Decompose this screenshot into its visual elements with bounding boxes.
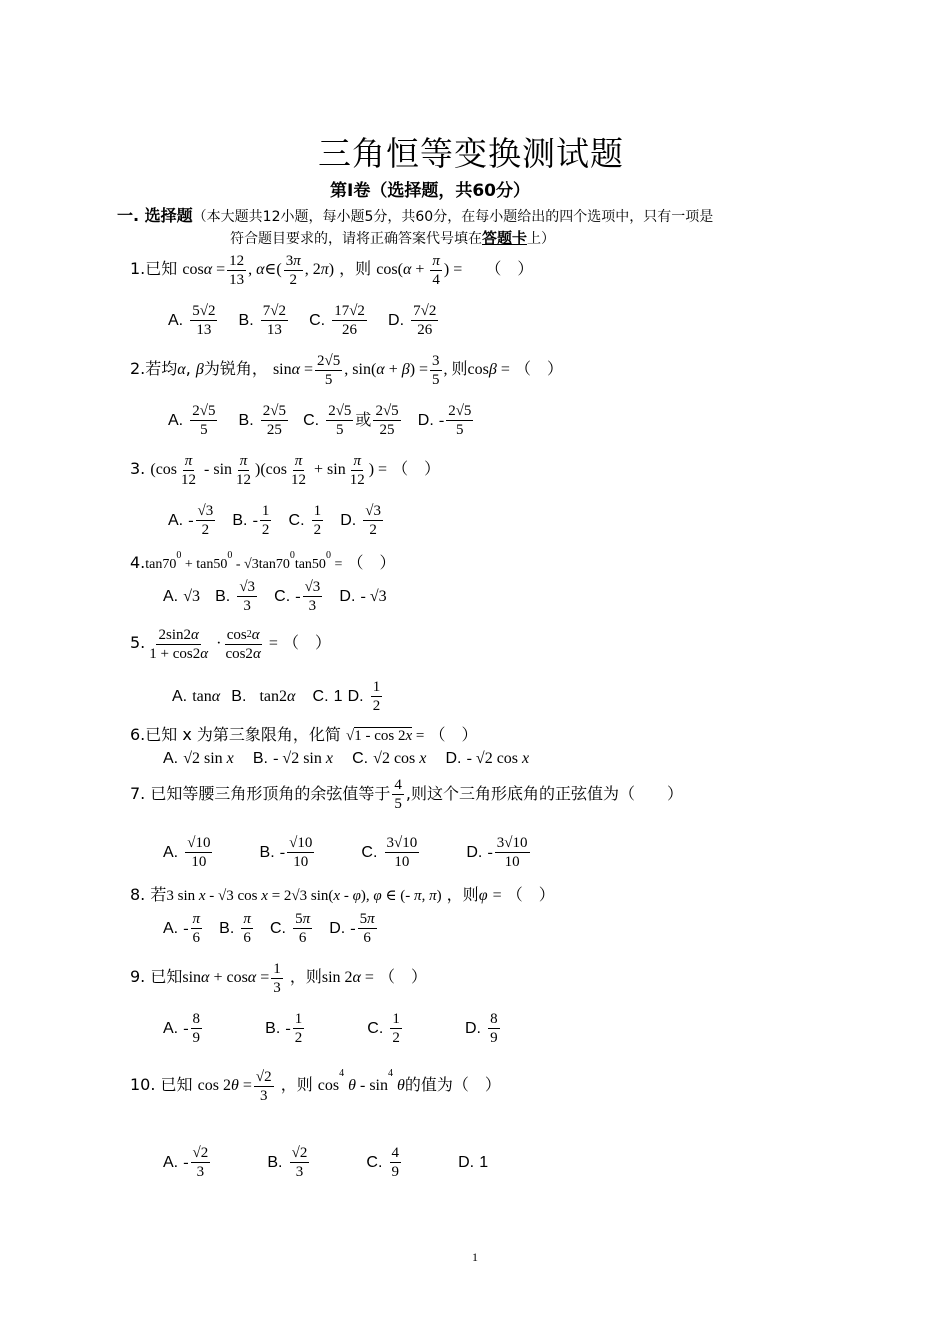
q2-mid: 为锐角，	[203, 359, 268, 379]
option-a-label: A.	[168, 512, 184, 529]
q1-options: A. $\frac{5√2}{13}$ B. $\frac{7√2}{13}$ C. $\frac{17√2}{26}$ D. $\frac{7√2}{26}$	[168, 303, 437, 338]
question-8: 8. 若3 sin x - √3 cos x = 2√3 sin(x - φ), φ ∈ (- π, π) ，则φ = （ ）	[130, 885, 555, 904]
option-a-label: A.	[163, 588, 179, 605]
option-a-label: A.	[163, 844, 179, 861]
option-c-label: C.	[288, 512, 305, 529]
q6-options: A. √2 sin x B. - √2 sin x C. √2 cos x D. - √2 cos x	[163, 750, 530, 767]
q5-option-c-value: 1	[333, 688, 343, 705]
q4-blank: （ ）	[347, 553, 396, 572]
q9-lead: 9. 已知	[130, 967, 183, 987]
option-d-label: D.	[347, 688, 364, 705]
q8-formula: 3 sin x - √3 cos x = 2√3 sin(x - φ), φ ∈ (- π, π)	[166, 888, 442, 904]
q5-formula: $\frac{2\sin 2\alpha}{1 + \cos 2\alpha}$ · $\frac{\cos^2\alpha}{\cos 2\alpha}$ =	[149, 627, 278, 662]
instructions-text: （本大题共12小题，每小题5分，共60分，在每小题给出的四个选项中，只有一项是	[192, 209, 714, 225]
option-d-label: D.	[340, 512, 357, 529]
q10-options: A. - $\frac{√2}{3}$ B. $\frac{√2}{3}$ C. $\frac{4}{9}$ D. 1	[163, 1145, 489, 1180]
q9-formula: sinα + cosα = $\frac{1}{3}$	[182, 961, 281, 996]
q6-lead: 6.已知 x 为第三象限角，化简	[130, 725, 341, 744]
question-5	[130, 626, 331, 663]
option-b-label: B.	[215, 588, 231, 605]
question-4	[130, 550, 395, 573]
option-b-label: B.	[252, 750, 268, 767]
option-d-label: D.	[445, 750, 462, 767]
option-d-label: D.	[339, 588, 356, 605]
q3-formula: (cos $\frac{\pi}{12}$ - sin $\frac{\pi}{12}$ )(cos $\frac{\pi}{12}$ + sin $\frac{\pi}{12}$ ) =	[150, 453, 388, 488]
q4-options: A. √3 B. $\frac{√3}{3}$ C. - $\frac{√3}{3}$ D. - √3	[163, 579, 387, 614]
page-number: 1	[472, 1250, 478, 1264]
q3-lead: 3.	[130, 459, 146, 479]
q3-options: A. - $\frac{√3}{2}$ B. - $\frac{1}{2}$ C. $\frac{1}{2}$ D. $\frac{√3}{2}$	[168, 503, 382, 538]
q2-lead: 2.若均	[130, 359, 178, 379]
q7-lead: 7. 已知等腰三角形顶角的余弦值等于	[130, 784, 391, 803]
q8-options: A. - $\frac{\pi}{6}$ B. $\frac{\pi}{6}$ C. $\frac{5\pi}{6}$ D. - $\frac{5\pi}{6}$	[163, 911, 375, 946]
option-d-label: D.	[329, 920, 346, 937]
q4-formula: $\tan 70^0 + \tan 50^0 - √3\tan 70^0\tan 50^0$ =	[145, 550, 343, 572]
q1-formula: cosα = $\frac{12}{13}$ , α∈( $\frac{3\pi}{2}$ , 2π)	[182, 253, 335, 288]
q9-mid: ，则	[289, 967, 322, 987]
q2-blank: （ ）	[514, 359, 563, 379]
option-b-label: B.	[238, 412, 254, 429]
option-d-label: D.	[417, 412, 434, 429]
option-c-label: C.	[366, 1154, 383, 1171]
q2-formula: sinα = $\frac{2√5}{5}$ , sin(α + β) = $\frac{3}{5}$ , 则cosβ =	[272, 353, 510, 388]
option-a-label: A.	[168, 412, 184, 429]
q10-formula: cos 2θ = $\frac{√2}{3}$	[197, 1069, 272, 1104]
q5-options: A. tanα B. tan2α C. 1 D. $\frac{1}{2}$	[172, 679, 381, 714]
option-c-label: C.	[303, 412, 320, 429]
q10-lead: 10. 已知	[130, 1075, 193, 1095]
q6-blank: （ ）	[429, 725, 478, 744]
question-10	[130, 1068, 501, 1105]
option-c-label: C.	[367, 1020, 384, 1037]
option-d-label: D.	[464, 1020, 481, 1037]
q10-tail: 的值为（ ）	[404, 1075, 501, 1095]
instructions-line-2	[230, 227, 555, 248]
q9-options: A. - $\frac{8}{9}$ B. - $\frac{1}{2}$ C. $\frac{1}{2}$ D. $\frac{8}{9}$	[163, 1011, 498, 1046]
option-b-label: B.	[231, 688, 247, 705]
q4-lead: 4.	[130, 553, 146, 572]
question-6	[130, 722, 478, 745]
q2-or: 或	[355, 412, 372, 429]
q6-formula: √1 - cos 2x =	[346, 728, 425, 744]
option-c-label: C.	[269, 920, 286, 937]
question-1	[130, 252, 533, 289]
instructions-line-1	[117, 203, 713, 226]
option-d-label: D.	[466, 844, 483, 861]
option-c-label: C.	[361, 844, 378, 861]
q1-blank: （ ）	[485, 259, 534, 279]
option-b-label: B.	[219, 920, 235, 937]
q10-formula-2: $\cos^4 \theta - \sin^4 \theta$	[317, 1068, 405, 1095]
q8-lead: 8. 若	[130, 885, 167, 904]
option-c-label: C.	[309, 312, 326, 329]
q5-lead: 5.	[130, 633, 146, 653]
q8-blank: （ ）	[506, 885, 555, 904]
q1-formula-2: cos(α + $\frac{\pi}{4}$ ) =	[376, 253, 463, 288]
option-a-label: A.	[163, 1154, 179, 1171]
q10-option-d-value: 1	[479, 1154, 489, 1171]
q3-blank: （ ）	[392, 459, 441, 479]
q7-options: A. $\frac{√10}{10}$ B. - $\frac{√10}{10}$ C. $\frac{3√10}{10}$ D. - $\frac{3√10}{10}$	[163, 835, 528, 870]
option-d-label: D.	[458, 1154, 475, 1171]
option-c-label: C.	[352, 750, 369, 767]
option-d-label: D.	[388, 312, 405, 329]
option-a-label: A.	[168, 312, 184, 329]
option-a-label: A.	[172, 688, 188, 705]
q7-tail: ,则这个三角形底角的正弦值为（ ）	[405, 784, 683, 803]
q1-lead: 1.已知	[130, 259, 178, 279]
option-b-label: B.	[265, 1020, 281, 1037]
page-title: 三角恒等变换测试题	[318, 134, 624, 173]
option-a-label: A.	[163, 920, 179, 937]
q8-mid: ，则	[446, 885, 479, 904]
q2-options: A. $\frac{2√5}{5}$ B. $\frac{2√5}{25}$ C. $\frac{2√5}{5}$ 或 $\frac{2√5}{25}$ D. - $\frac{2√5}{5}$	[168, 403, 472, 438]
question-3	[130, 452, 440, 489]
question-2: 2.若均α, β为锐角， sinα = $\frac{2√5}{5}$ , sin(α + β) = $\frac{3}{5}$ , 则cosβ = （ ）	[130, 353, 563, 388]
option-b-label: B.	[259, 844, 275, 861]
q5-blank: （ ）	[282, 633, 331, 653]
option-c-label: C.	[312, 688, 329, 705]
q1-mid: ，则	[339, 259, 372, 279]
section-heading: 第Ⅰ卷（选择题，共60分）	[330, 181, 530, 201]
option-a-label: A.	[163, 750, 179, 767]
option-b-label: B.	[238, 312, 254, 329]
option-a-label: A.	[163, 1020, 179, 1037]
option-c-label: C.	[274, 588, 291, 605]
instructions-text-3: 上）	[527, 231, 556, 247]
option-b-label: B.	[232, 512, 248, 529]
question-9: 9. 已知sinα + cosα = $\frac{1}{3}$ ，则sin 2α = （ ）	[130, 961, 428, 996]
answer-card-label: 答题卡	[482, 229, 528, 247]
part-label: 一. 选择题	[117, 206, 193, 225]
q9-blank: （ ）	[379, 967, 428, 987]
question-7: 7. 已知等腰三角形顶角的余弦值等于 $\frac{4}{5}$ ,则这个三角形底角的正弦值为（ ）	[130, 777, 683, 812]
option-b-label: B.	[267, 1154, 283, 1171]
instructions-text-2: 符合题目要求的，请将正确答案代号填在	[230, 231, 482, 247]
q10-mid: ，则	[280, 1075, 313, 1095]
